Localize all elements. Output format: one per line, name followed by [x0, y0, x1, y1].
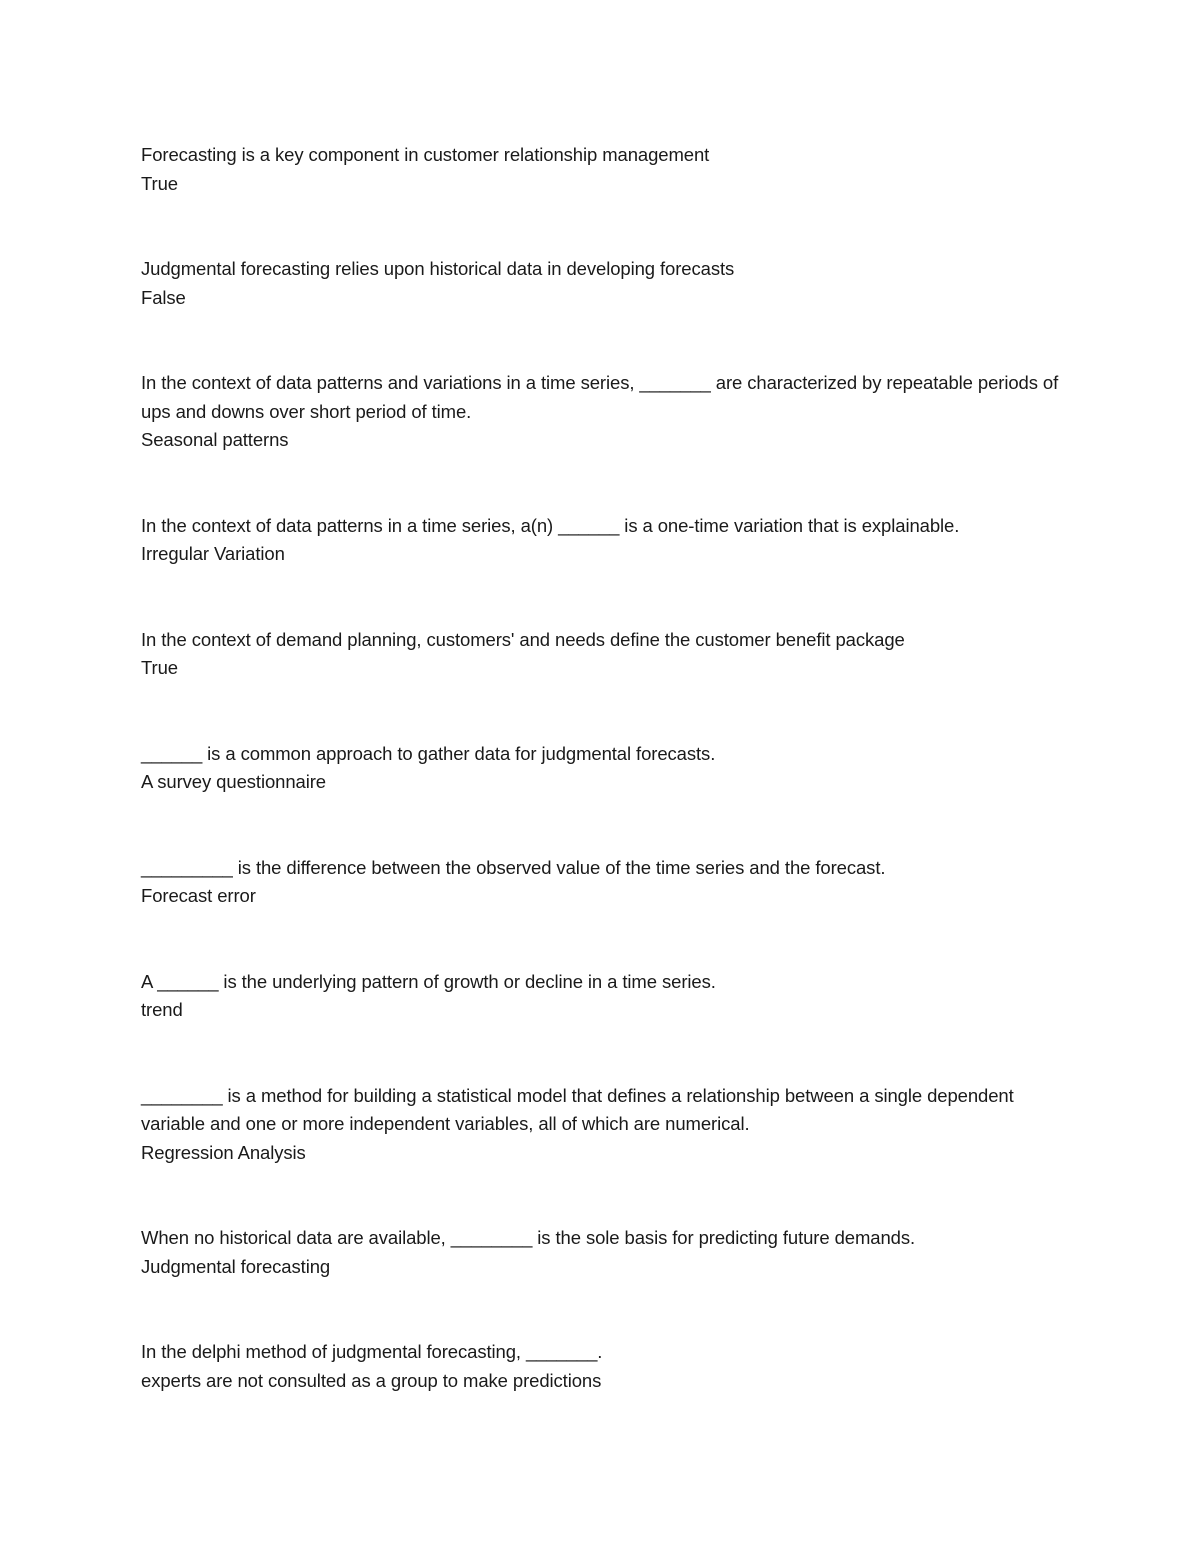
qa-item — [141, 968, 1061, 1082]
qa-item — [141, 1338, 1061, 1395]
qa-item — [141, 740, 1061, 854]
question-text: In the delphi method of judgmental forecasting, _______. — [141, 1341, 603, 1362]
question-text: When no historical data are available, ________ is the sole basis for predicting future demands. — [141, 1227, 916, 1248]
question-text: _________ is the difference between the observed value of the time series and the forecast. — [141, 856, 886, 878]
qa-item — [141, 141, 1061, 255]
answer-text: Seasonal patterns — [141, 429, 289, 450]
question-text: A ______ is the underlying pattern of growth or decline in a time series. — [141, 970, 716, 992]
answer-text: False — [141, 286, 186, 308]
qa-item — [141, 369, 1061, 512]
question-text: In the context of data patterns and variations in a time series, _______ are characterized by repeatable periods of ups and downs over short period of time. — [141, 372, 1059, 422]
qa-item — [141, 512, 1061, 626]
question-text: Forecasting is a key component in customer relationship management — [141, 144, 710, 165]
qa-item — [141, 1082, 1061, 1225]
answer-text: Judgmental forecasting — [141, 1255, 331, 1277]
answer-text: True — [141, 172, 178, 194]
qa-list — [141, 141, 1061, 1395]
question-text: In the context of demand planning, customers' and needs define the customer benefit package — [141, 628, 905, 650]
answer-text: Irregular Variation — [141, 543, 285, 564]
answer-text: A survey questionnaire — [141, 771, 326, 792]
qa-item — [141, 626, 1061, 740]
qa-item — [141, 255, 1061, 369]
answer-text: trend — [141, 999, 183, 1020]
answer-text: Regression Analysis — [141, 1141, 306, 1163]
qa-item — [141, 854, 1061, 968]
qa-item — [141, 1224, 1061, 1338]
question-text: ________ is a method for building a statistical model that defines a relationship between a single dependent variable and one or more independent variables, all of which are numerical. — [141, 1084, 1014, 1134]
answer-text: Forecast error — [141, 885, 256, 906]
question-text: In the context of data patterns in a time series, a(n) ______ is a one-time variation that is explainable. — [141, 514, 960, 536]
answer-text: True — [141, 657, 178, 678]
question-text: Judgmental forecasting relies upon historical data in developing forecasts — [141, 258, 735, 279]
question-text: ______ is a common approach to gather data for judgmental forecasts. — [141, 742, 716, 764]
answer-text: experts are not consulted as a group to make predictions — [141, 1369, 602, 1391]
